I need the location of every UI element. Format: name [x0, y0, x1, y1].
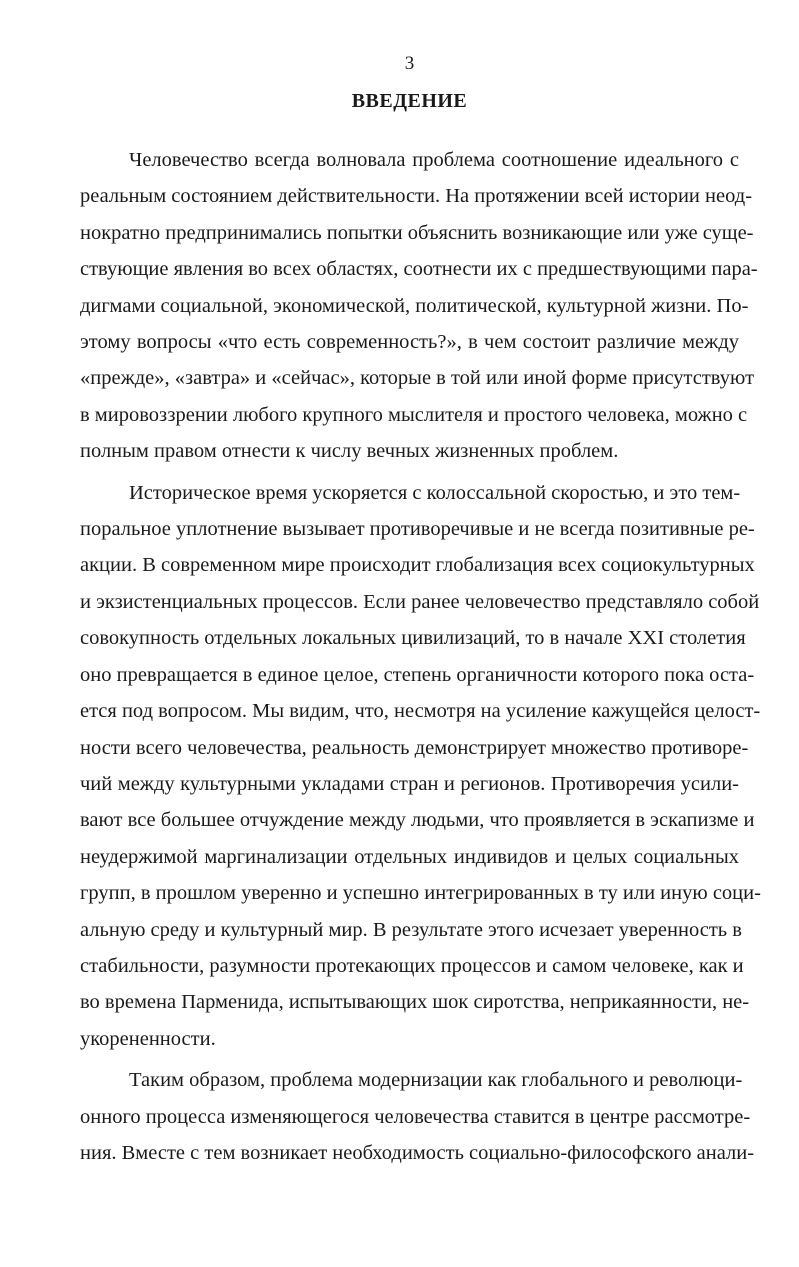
text-line: поральное уплотнение вызывает противоречивые и не всегда позитивные ре- — [80, 518, 755, 541]
text-line: Человечество всегда волновала проблема соотношение идеального с — [129, 149, 739, 171]
text-line: ности всего человечества, реальность демонстрирует множество противоре- — [80, 736, 749, 759]
text-line: онного процесса изменяющегося человечества ставится в центре рассмотре- — [80, 1105, 751, 1128]
text-line: акции. В современном мире происходит глобализация всех социокультурных — [80, 554, 755, 577]
page-number: 3 — [404, 53, 415, 74]
text-line: ствующие явления во всех областях, соотнести их с предшествующими пара- — [80, 258, 758, 281]
document-page — [80, 52, 761, 1176]
text-line: «прежде», «завтра» и «сейчас», которые в той или иной форме присутствуют — [80, 367, 755, 390]
body-text — [80, 142, 761, 1171]
text-line: и экзистенциальных процессов. Если ранее человечество представляло собой — [80, 590, 760, 613]
text-line: Историческое время ускоряется с колоссальной скоростью, и это тем- — [129, 481, 741, 504]
paragraph — [80, 1062, 755, 1171]
text-line: альную среду и культурный мир. В результате этого исчезает уверенность в — [80, 918, 742, 941]
text-line: оно превращается в единое целое, степень органичности которого пока оста- — [80, 663, 755, 686]
text-line: нократно предпринимались попытки объяснить возникающие или уже суще- — [80, 221, 754, 244]
text-line: групп, в прошлом уверенно и успешно интегрированных в ту или иную соци- — [80, 882, 761, 905]
text-line: неудержимой маргинализации отдельных индивидов и целых социальных — [80, 845, 739, 868]
text-line: реальным состоянием действительности. На протяжении всей истории неод- — [80, 185, 753, 208]
paragraph — [80, 475, 761, 1058]
text-line: этому вопросы «что есть современность?», в чем состоит различие между — [80, 331, 739, 354]
text-line: совокупность отдельных локальных цивилизаций, то в начале XXI столетия — [80, 627, 746, 650]
text-line: чий между культурными укладами стран и регионов. Противоречия усили- — [80, 772, 739, 795]
section-title: ВВЕДЕНИЕ — [351, 90, 468, 112]
text-line: ется под вопросом. Мы видим, что, несмотря на усиление кажущейся целост- — [80, 700, 761, 723]
text-line: Таким образом, проблема модернизации как глобального и революци- — [129, 1069, 743, 1092]
text-line: во времена Парменида, испытывающих шок сиротства, неприкаянности, не- — [80, 991, 750, 1014]
text-line: вают все большее отчуждение между людьми, что проявляется в эскапизме и — [80, 809, 755, 832]
text-line: полным правом отнести к числу вечных жизненных проблем. — [80, 440, 619, 463]
text-line: стабильности, разумности протекающих процессов и самом человеке, как и — [80, 954, 744, 977]
text-line: ния. Вместе с тем возникает необходимость социально-философского анали- — [80, 1141, 755, 1164]
text-line: дигмами социальной, экономической, политической, культурной жизни. По- — [80, 294, 749, 317]
text-line: укорененности. — [80, 1027, 216, 1050]
paragraph — [80, 142, 758, 470]
text-line: в мировоззрении любого крупного мыслителя и простого человека, можно с — [80, 403, 748, 426]
